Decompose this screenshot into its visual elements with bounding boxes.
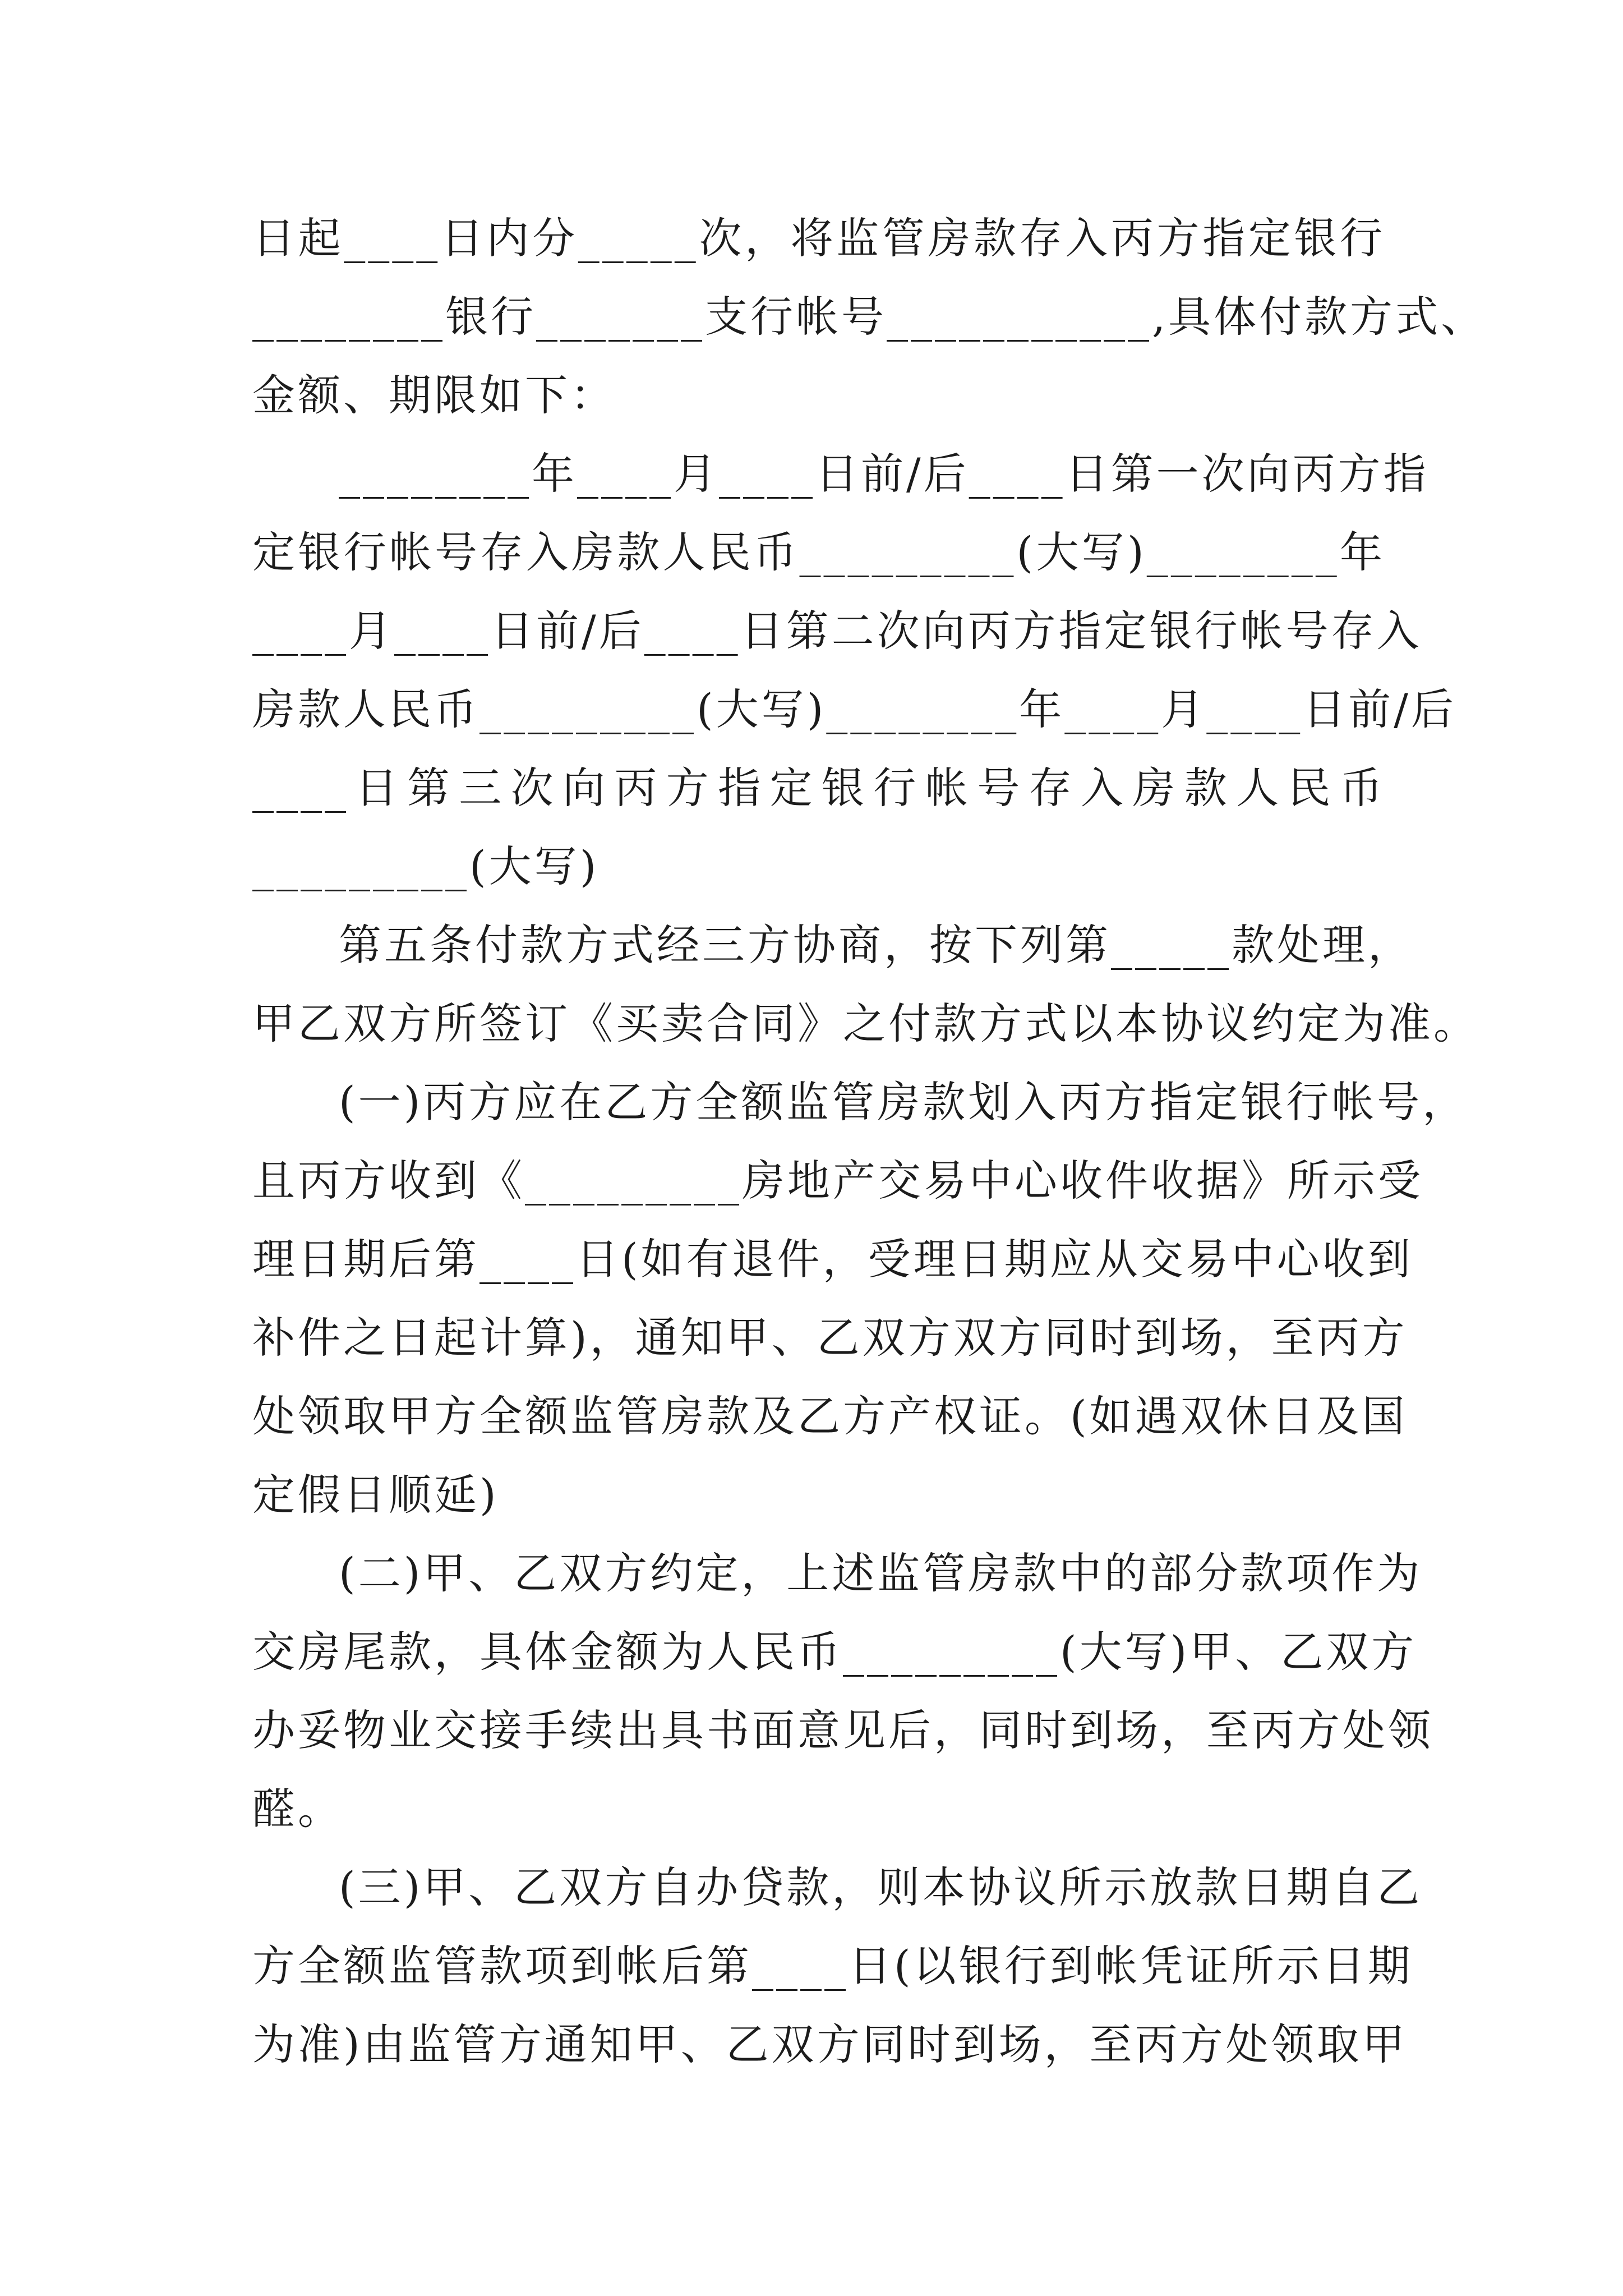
text-line: ________年____月____日前/后____日第一次向丙方指 — [339, 449, 1429, 499]
text-line: 处领取甲方全额监管房款及乙方产权证。(如遇双休日及国 — [252, 1391, 1408, 1441]
text-line: (三)甲、乙双方自办贷款，则本协议所示放款日期自乙 — [339, 1862, 1423, 1912]
text-line: 办妥物业交接手续出具书面意见后，同时到场，至丙方处领 — [252, 1705, 1433, 1755]
text-line: 且丙方收到《_________房地产交易中心收件收据》所示受 — [252, 1156, 1423, 1205]
text-line: 房款人民币_________(大写)________年____月____日前/后 — [252, 684, 1456, 734]
text-line: ________银行_______支行帐号___________,具体付款方式、 — [252, 292, 1487, 342]
text-line: 日起____日内分_____次，将监管房款存入丙方指定银行 — [252, 213, 1385, 263]
text-line: 定假日顺延) — [252, 1470, 499, 1520]
text-line: 交房尾款，具体金额为人民币_________(大写)甲、乙双方 — [252, 1627, 1417, 1677]
text-line: 金额、期限如下： — [252, 370, 616, 420]
text-line: 第五条付款方式经三方协商，按下列第_____款处理， — [339, 920, 1413, 970]
text-line: 方全额监管款项到帐后第____日(以银行到帐凭证所示日期 — [252, 1941, 1413, 1991]
text-line: 补件之日起计算)，通知甲、乙双方双方同时到场，至丙方 — [252, 1313, 1408, 1363]
text-line: (二)甲、乙双方约定，上述监管房款中的部分款项作为 — [339, 1548, 1423, 1598]
text-line: 甲乙双方所签订《买卖合同》之付款方式以本协议约定为准。 — [252, 999, 1479, 1048]
text-line: ____月____日前/后____日第二次向丙方指定银行帐号存入 — [252, 606, 1422, 656]
text-line: ____日第三次向丙方指定银行帐号存入房款人民币 — [252, 763, 1385, 813]
text-line: 醛。 — [252, 1784, 343, 1834]
text-line: 为准)由监管方通知甲、乙双方同时到场，至丙方处领取甲 — [252, 2019, 1408, 2069]
text-line: _________(大写) — [252, 841, 600, 891]
text-line: 理日期后第____日(如有退件，受理日期应从交易中心收到 — [252, 1234, 1413, 1284]
text-line: 定银行帐号存入房款人民币_________(大写)________年 — [252, 527, 1385, 577]
text-line: (一)丙方应在乙方全额监管房款划入丙方指定银行帐号， — [339, 1077, 1468, 1127]
document-body — [252, 199, 1487, 2084]
